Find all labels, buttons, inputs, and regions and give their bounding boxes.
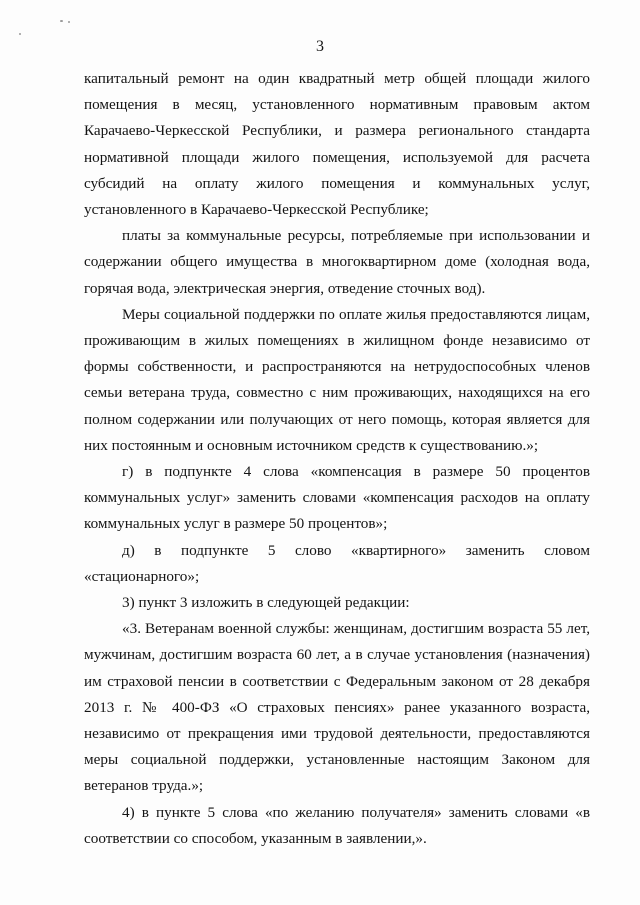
scan-speck (19, 33, 21, 35)
paragraph: 4) в пункте 5 слова «по желанию получателя» заменить словами «в соответствии со способом, указанным в заявлении,». (84, 803, 590, 847)
paragraph: платы за коммунальные ресурсы, потребляемые при использовании и содержании общего имущества в многоквартирном доме (холодная вода, горячая вода, электрическая энергия, отведение сточных вод). (84, 227, 590, 297)
body-text (84, 66, 590, 852)
paragraph: д) в подпункте 5 слово «квартирного» заменить словом «стационарного»; (84, 541, 590, 585)
scan-speck (68, 21, 70, 23)
paragraph: «3. Ветеранам военной службы: женщинам, достигшим возраста 55 лет, мужчинам, достигшим возраста 60 лет, а в случае установления (назначения) им страховой пенсии в соответствии с Федеральным законом от 28 декабря 2013 г. № 400-ФЗ «О страховых пенсиях» ранее указанного возраста, независимо от прекращения ими трудовой деятельности, предоставляются меры социальной поддержки, установленные настоящим Законом для ветеранов труда.»; (84, 620, 590, 795)
paragraph: Меры социальной поддержки по оплате жилья предоставляются лицам, проживающим в жилых помещениях в жилищном фонде независимо от формы собственности, и распространяются на нетрудоспособных членов семьи ветерана труда, совместно с ним проживающих, находящихся на его полном содержании или получающих от него помощь, которая является для них постоянным и основным источником средств к существованию.»; (84, 305, 590, 454)
page-number: 3 (316, 38, 324, 55)
scan-speck (60, 20, 63, 22)
paragraph: 3) пункт 3 изложить в следующей редакции: (122, 594, 410, 612)
paragraph: капитальный ремонт на один квадратный метр общей площади жилого помещения в месяц, установленного нормативным правовым актом Карачаево-Черкесской Республики, и размера регионального стандарта нормативной площади жилого помещения, используемой для расчета субсидий на оплату жилого помещения и коммунальных услуг, установленного в Карачаево-Черкесской Республике; (84, 70, 590, 219)
paragraph: г) в подпункте 4 слова «компенсация в размере 50 процентов коммунальных услуг» заменить словами «компенсация расходов на оплату коммунальных услуг в размере 50 процентов»; (84, 463, 590, 533)
